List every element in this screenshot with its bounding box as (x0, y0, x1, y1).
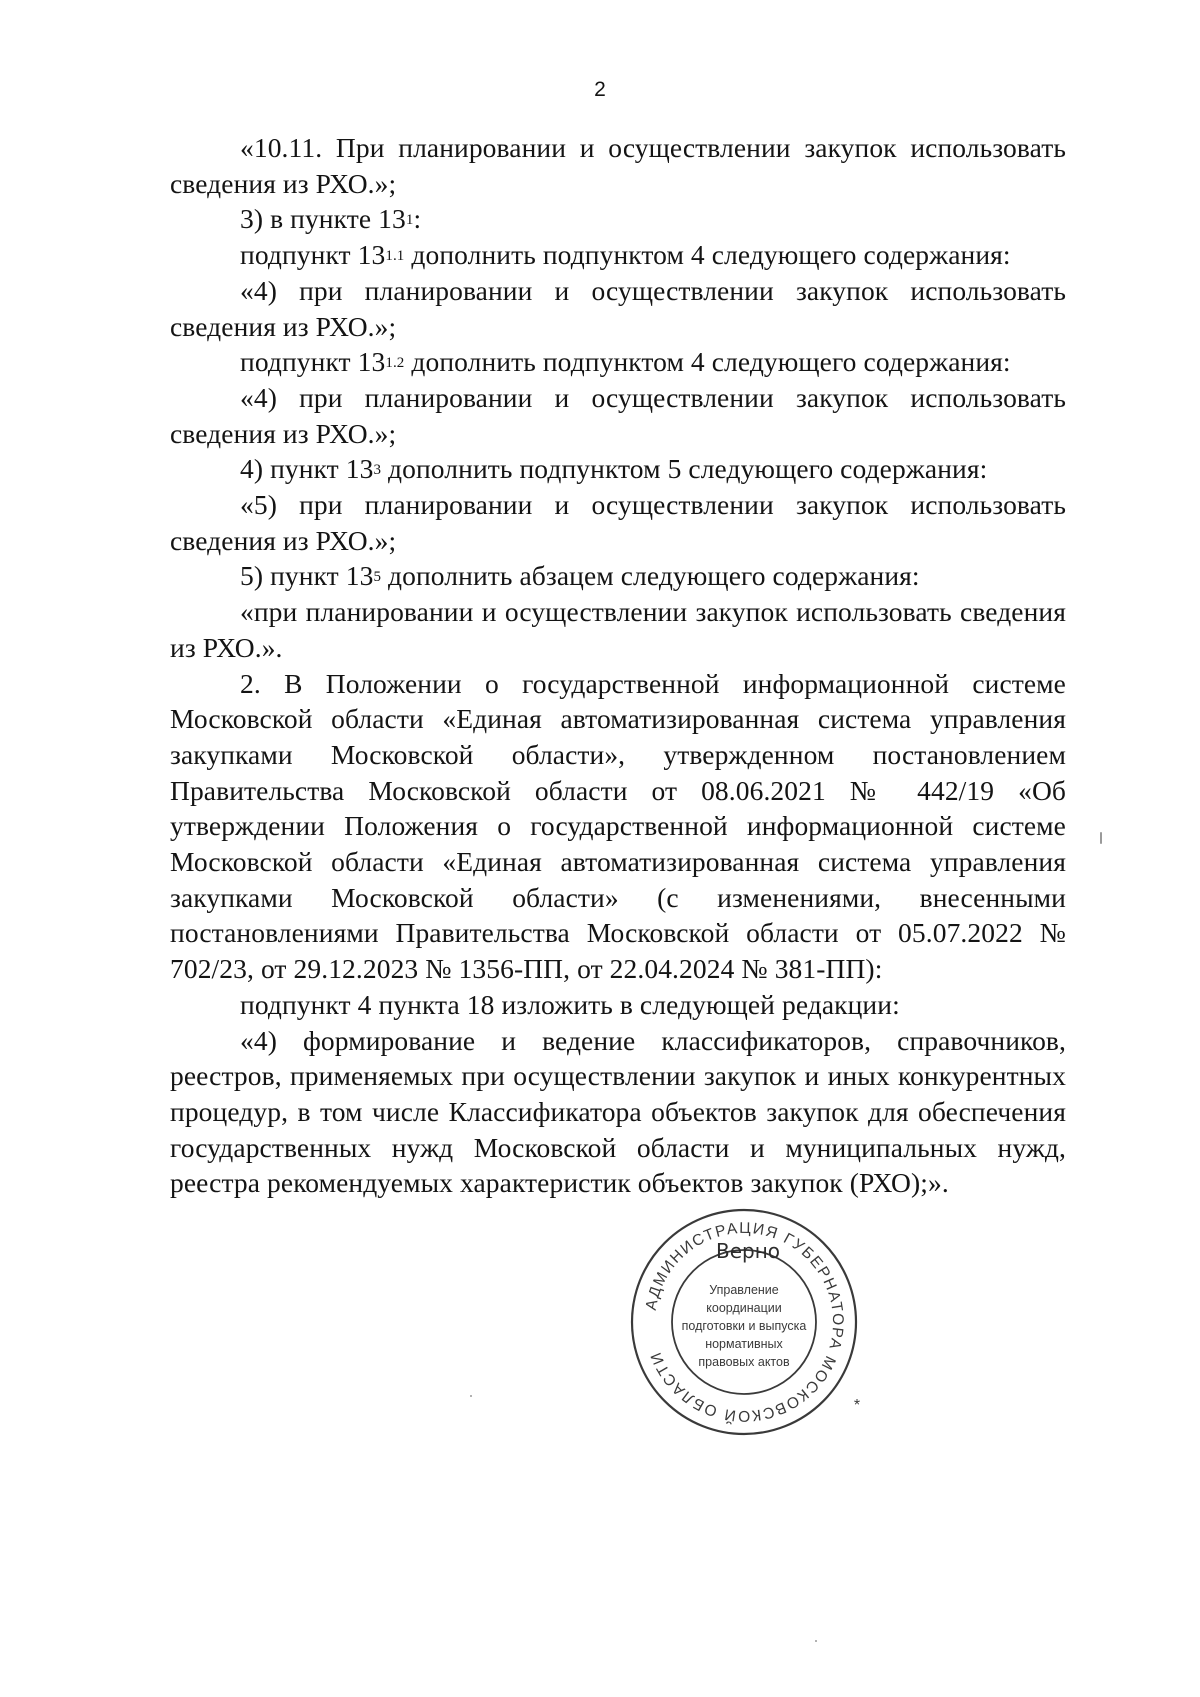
paragraph-2-text: 3) в пункте 13 (240, 203, 406, 235)
stamp-center-text (682, 1283, 807, 1369)
scan-speck (815, 1640, 817, 1642)
paragraph-7-superscript: 3 (373, 462, 382, 479)
paragraph-10-text: «при планировании и осуществлении закупок использовать сведения из РХО.». (170, 596, 1066, 663)
paragraph-3-text-tail: дополнить подпунктом 4 следующего содержания: (404, 239, 1011, 271)
paragraph-13 (170, 1023, 1066, 1202)
paragraph-7-text: 4) пункт 13 (240, 453, 374, 485)
paragraph-9-text-tail: дополнить абзацем следующего содержания: (381, 560, 920, 592)
stamp-graphic (628, 1206, 860, 1438)
paragraph-6 (170, 380, 1066, 451)
paragraph-13-text: «4) формирование и ведение классификаторов, справочников, реестров, применяемых при осуществлении закупок и иных конкурентных процедур, в том числе Классификатора объектов закупок для обеспечения государственных нужд Московской области и муниципальных нужд, реестра рекомендуемых характеристик объектов закупок (РХО);». (170, 1024, 1066, 1199)
stamp-center-line-4: нормативных (705, 1337, 783, 1351)
paragraph-9-superscript: 5 (373, 569, 382, 586)
paragraph-5-text-tail: дополнить подпунктом 4 следующего содержания: (404, 346, 1011, 378)
paragraph-5-text: подпункт 13 (240, 346, 386, 378)
stamp-center-line-1: Управление (709, 1283, 779, 1297)
paragraph-12-text: подпункт 4 пункта 18 изложить в следующей редакции: (240, 988, 900, 1020)
paragraph-5-superscript: 1.2 (385, 355, 405, 372)
paragraph-7 (170, 451, 1066, 487)
scan-speck (1100, 832, 1102, 844)
paragraph-1 (170, 130, 1066, 201)
paragraph-9 (170, 558, 1066, 594)
paragraph-8 (170, 487, 1066, 558)
paragraph-6-text: «4) при планировании и осуществлении закупок использовать сведения из РХО.»; (170, 381, 1066, 449)
certification-stamp (628, 1206, 860, 1438)
stamp-handwritten-note: Верно (715, 1239, 781, 1263)
paragraph-10 (170, 594, 1066, 665)
paragraph-3-superscript: 1.1 (385, 248, 405, 265)
paragraph-1-text: «10.11. При планировании и осуществлении закупок использовать сведения из РХО.»; (170, 132, 1066, 199)
paragraph-2-superscript: 1 (405, 212, 414, 229)
paragraph-11 (170, 666, 1066, 987)
stamp-center-line-3: подготовки и выпуска (681, 1319, 807, 1333)
stamp-ring-text-path: АДМИНИСТРАЦИЯ ГУБЕРНАТОРА МОСКОВСКОЙ ОБЛАСТИ (642, 1219, 847, 1425)
paragraph-3 (170, 237, 1066, 273)
paragraph-5 (170, 344, 1066, 380)
document-body (170, 130, 1066, 1201)
paragraph-2 (170, 201, 1066, 237)
paragraph-4 (170, 273, 1066, 344)
paragraph-3-text: подпункт 13 (240, 239, 386, 271)
page-number: 2 (594, 78, 606, 101)
stamp-center-line-5: правовых актов (698, 1355, 790, 1369)
stamp-center-line-2: координации (706, 1301, 782, 1315)
paragraph-11-text: 2. В Положении о государственной информационной системе Московской области «Единая автоматизированная система управления закупками Московской области», утвержденном постановлением Правительства Московской области от 08.06.2021 № 442/19 «Об утверждении Положения о государственной информационной системе Московской области «Единая автоматизированная система управления закупками Московской области» (с изменениями, внесенными постановлениями Правительства Московской области от 05.07.2022 № 702/23, от 29.12.2023 № 1356-ПП, от 22.04.2024 № 381-ПП): (170, 667, 1066, 985)
paragraph-8-text: «5) при планировании и осуществлении закупок использовать сведения из РХО.»; (170, 489, 1066, 556)
paragraph-4-text: «4) при планировании и осуществлении закупок использовать сведения из РХО.»; (170, 274, 1066, 342)
paragraph-12 (170, 987, 1066, 1023)
scan-speck (470, 1395, 472, 1397)
paragraph-9-text: 5) пункт 13 (240, 560, 374, 592)
paragraph-7-text-tail: дополнить подпунктом 5 следующего содержания: (381, 453, 988, 485)
stamp-star-icon: * (853, 1397, 860, 1414)
paragraph-2-text-tail: : (413, 203, 422, 235)
